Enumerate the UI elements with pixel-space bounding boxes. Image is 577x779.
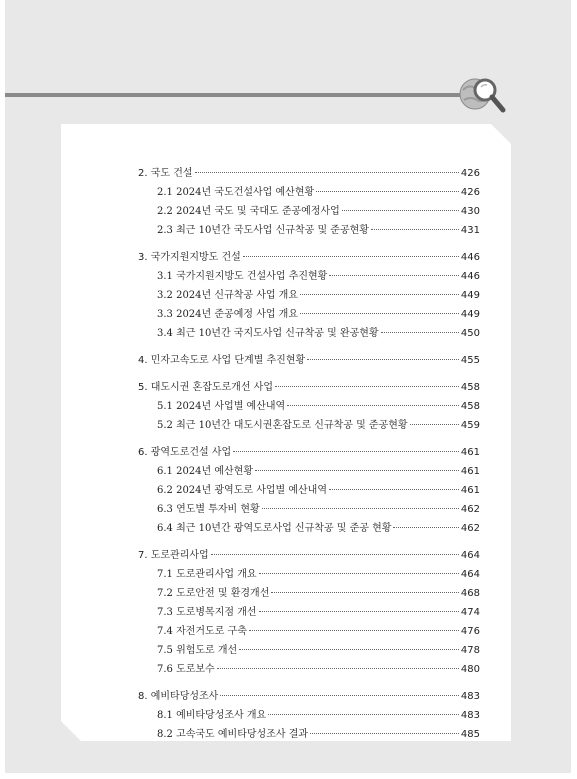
dot-leader — [329, 489, 459, 490]
dot-leader — [342, 210, 459, 211]
toc-entry-title: 3.1 국가지원지방도 건설사업 추진현황 — [157, 271, 328, 282]
table-of-contents — [138, 164, 480, 752]
toc-subsection-entry[interactable] — [138, 660, 480, 679]
toc-entry-page: 462 — [460, 523, 480, 534]
dot-leader — [329, 275, 459, 276]
toc-subsection-entry[interactable] — [138, 519, 480, 538]
toc-section-entry[interactable] — [138, 443, 480, 462]
toc-subsection-entry[interactable] — [138, 622, 480, 641]
toc-entry-page: 431 — [460, 225, 480, 236]
toc-entry-page: 426 — [460, 168, 480, 179]
toc-entry-page: 446 — [460, 252, 480, 263]
toc-subsection-entry[interactable] — [138, 603, 480, 622]
toc-entry-title: 6.3 연도별 투자비 현황 — [157, 504, 260, 515]
toc-entry-title: 7.6 도로보수 — [157, 664, 215, 675]
toc-entry-title: 8.1 예비타당성조사 개요 — [157, 710, 267, 721]
toc-subsection-entry[interactable] — [138, 584, 480, 603]
toc-entry-title: 6.2 2024년 광역도로 사업별 예산내역 — [157, 485, 327, 496]
toc-entry-title: 2.3 최근 10년간 국도사업 신규착공 및 준공현황 — [157, 225, 369, 236]
toc-section-entry[interactable] — [138, 378, 480, 397]
toc-entry-page: 449 — [460, 290, 480, 301]
dot-leader — [381, 332, 459, 333]
dot-leader — [393, 527, 458, 528]
magnifier-globe-icon — [455, 72, 513, 122]
toc-entry-title: 5.2 최근 10년간 대도시권혼잡도로 신규착공 및 준공현황 — [157, 420, 408, 431]
toc-section — [138, 378, 480, 435]
dot-leader — [316, 191, 459, 192]
dot-leader — [271, 592, 459, 593]
toc-entry-page: 458 — [460, 401, 480, 412]
dot-leader — [307, 359, 459, 360]
toc-subsection-entry[interactable] — [138, 706, 480, 725]
toc-entry-page: 474 — [460, 607, 480, 618]
toc-entry-title: 7.1 도로관리사업 개요 — [157, 569, 257, 580]
toc-section — [138, 248, 480, 343]
toc-entry-page: 483 — [460, 691, 480, 702]
dot-leader — [268, 714, 459, 715]
toc-entry-title: 3.2 2024년 신규착공 사업 개요 — [157, 290, 299, 301]
dot-leader — [275, 386, 459, 387]
toc-entry-title: 6.1 2024년 예산현황 — [157, 466, 254, 477]
toc-subsection-entry[interactable] — [138, 725, 480, 744]
toc-subsection-entry[interactable] — [138, 305, 480, 324]
toc-section-entry[interactable] — [138, 351, 480, 370]
toc-entry-title: 3.4 최근 10년간 국지도사업 신규착공 및 완공현황 — [157, 328, 379, 339]
toc-entry-title: 7. 도로관리사업 — [138, 550, 209, 561]
toc-entry-title: 5.1 2024년 사업별 예산내역 — [157, 401, 286, 412]
toc-entry-page: 450 — [460, 328, 480, 339]
toc-entry-title: 3. 국가지원지방도 건설 — [138, 252, 241, 263]
dot-leader — [300, 294, 459, 295]
dot-leader — [410, 424, 459, 425]
toc-entry-page: 485 — [460, 729, 480, 740]
toc-entry-page: 461 — [460, 485, 480, 496]
dot-leader — [211, 554, 459, 555]
toc-section-entry[interactable] — [138, 546, 480, 565]
toc-section — [138, 546, 480, 679]
toc-entry-title: 2.2 2024년 국도 및 국대도 준공예정사업 — [157, 206, 340, 217]
toc-entry-page: 458 — [460, 382, 480, 393]
toc-subsection-entry[interactable] — [138, 416, 480, 435]
dot-leader — [249, 630, 459, 631]
toc-entry-title: 6. 광역도로건설 사업 — [138, 447, 232, 458]
toc-entry-page: 449 — [460, 309, 480, 320]
toc-entry-page: 462 — [460, 504, 480, 515]
toc-subsection-entry[interactable] — [138, 641, 480, 660]
dot-leader — [217, 668, 459, 669]
dot-leader — [259, 611, 459, 612]
toc-entry-page: 459 — [460, 420, 480, 431]
toc-entry-title: 5. 대도시권 혼잡도로개선 사업 — [138, 382, 273, 393]
toc-entry-title: 2. 국도 건설 — [138, 168, 193, 179]
toc-section — [138, 443, 480, 538]
toc-section-entry[interactable] — [138, 687, 480, 706]
dot-leader — [259, 573, 459, 574]
toc-subsection-entry[interactable] — [138, 462, 480, 481]
toc-section-entry[interactable] — [138, 164, 480, 183]
toc-section — [138, 687, 480, 744]
dot-leader — [195, 172, 459, 173]
toc-entry-page: 464 — [460, 550, 480, 561]
toc-entry-page: 464 — [460, 569, 480, 580]
toc-section — [138, 351, 480, 370]
toc-section — [138, 164, 480, 240]
dot-leader — [300, 313, 459, 314]
toc-subsection-entry[interactable] — [138, 202, 480, 221]
toc-entry-title: 4. 민자고속도로 사업 단계별 추진현황 — [138, 355, 306, 366]
toc-subsection-entry[interactable] — [138, 324, 480, 343]
toc-entry-page: 426 — [460, 187, 480, 198]
toc-entry-title: 6.4 최근 10년간 광역도로사업 신규착공 및 준공 현황 — [157, 523, 392, 534]
toc-subsection-entry[interactable] — [138, 286, 480, 305]
dot-leader — [255, 470, 459, 471]
toc-subsection-entry[interactable] — [138, 183, 480, 202]
toc-entry-title: 8.2 고속국도 예비타당성조사 결과 — [157, 729, 309, 740]
dot-leader — [371, 229, 459, 230]
dot-leader — [220, 695, 459, 696]
toc-entry-title: 7.4 자전거도로 구축 — [157, 626, 247, 637]
toc-subsection-entry[interactable] — [138, 500, 480, 519]
toc-entry-page: 480 — [460, 664, 480, 675]
toc-entry-page: 476 — [460, 626, 480, 637]
toc-section-entry[interactable] — [138, 248, 480, 267]
header-rule — [5, 93, 475, 97]
toc-entry-title: 7.2 도로안전 및 환경개선 — [157, 588, 270, 599]
toc-entry-page: 430 — [460, 206, 480, 217]
toc-entry-page: 478 — [460, 645, 480, 656]
toc-entry-page: 461 — [460, 447, 480, 458]
toc-entry-title: 3.3 2024년 준공예정 사업 개요 — [157, 309, 299, 320]
toc-subsection-entry[interactable] — [138, 481, 480, 500]
toc-entry-page: 483 — [460, 710, 480, 721]
toc-subsection-entry[interactable] — [138, 397, 480, 416]
toc-entry-page: 468 — [460, 588, 480, 599]
dot-leader — [287, 405, 459, 406]
toc-entry-page: 446 — [460, 271, 480, 282]
toc-entry-title: 7.5 위험도로 개선 — [157, 645, 238, 656]
dot-leader — [239, 649, 459, 650]
toc-entry-page: 461 — [460, 466, 480, 477]
toc-entry-title: 8. 예비타당성조사 — [138, 691, 219, 702]
toc-entry-title: 2.1 2024년 국도건설사업 예산현황 — [157, 187, 315, 198]
dot-leader — [262, 508, 459, 509]
toc-subsection-entry[interactable] — [138, 221, 480, 240]
toc-entry-page: 455 — [460, 355, 480, 366]
toc-entry-title: 7.3 도로병목지점 개선 — [157, 607, 257, 618]
toc-subsection-entry[interactable] — [138, 565, 480, 584]
dot-leader — [243, 256, 459, 257]
dot-leader — [233, 451, 459, 452]
dot-leader — [310, 733, 459, 734]
toc-subsection-entry[interactable] — [138, 267, 480, 286]
